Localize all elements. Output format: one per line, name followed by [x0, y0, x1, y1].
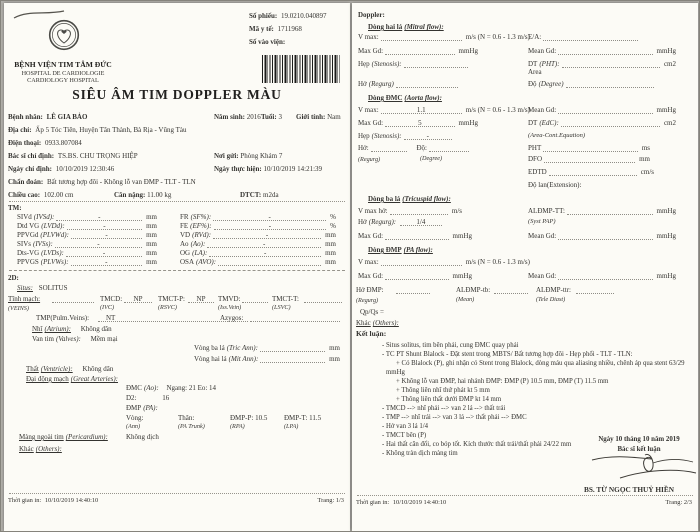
vein-tmcd-value: NP — [124, 295, 152, 303]
great-arteries-row: Đại động mạch (Great Arteries): — [26, 375, 119, 383]
patient-name-label: Bệnh nhân: — [8, 113, 43, 121]
valves-row: Van tim (Valves): Mềm mại — [32, 335, 118, 343]
aorta-edtd: EDTD cm/s — [528, 168, 654, 176]
patient-row-1 — [8, 113, 346, 121]
2d-heading: 2D: — [8, 274, 19, 282]
dmc-row: ĐMC (Ao): Ngang: 21 Eo: 14 — [126, 384, 217, 392]
field-adm-no — [249, 38, 285, 46]
ventricle-row: Thất (Ventricle): Không dãn — [26, 365, 114, 373]
aorta-stenosis: Hẹp (Stenosis): - — [358, 132, 454, 140]
field-sex: Giới tính: Nam — [296, 113, 341, 121]
pa-regurg-row: Hở ĐMP: ALĐMP-tb: ALĐMP-ttr: — [356, 286, 694, 294]
mitral-heading: Dòng hai lá (Mitral flow): — [368, 23, 444, 31]
veins-sublabels: (VEINS) (IVC) (RSVC) (Iss.Vein) (LSVC) — [8, 304, 291, 312]
vein-tmctt-label: TMCT-T: — [272, 295, 300, 303]
tm-row-fe: FE (EF%): - % — [180, 222, 336, 230]
conclusion-item: - TC PT Shunt Blalock - Đặt stent trong MBTS/ Bất tương hợp đôi - Hẹp phổi - TLT - TLN: — [382, 351, 633, 358]
aorta-dfo: DFO mm — [528, 155, 650, 163]
page-title: SIÊU ÂM TIM DOPPLER MÀU — [72, 87, 282, 102]
atrium-value: Không dãn — [80, 325, 112, 333]
tricuspid-heading: Dòng ba lá (Tricuspid flow): — [368, 195, 451, 203]
pericardium-row: Màng ngoài tim (Pericardium): Không dịch — [19, 433, 159, 441]
patient-address: Địa chỉ: Ấp 5 Tóc Tiên, Huyện Tân Thành, Bà Rịa - Vũng Tàu — [8, 126, 187, 134]
vein-tmctt-value — [304, 295, 342, 303]
patient-name: LÊ GIA BẢO — [46, 113, 88, 121]
aorta-maxgd: Max Gd: 5 mmHg — [358, 119, 478, 127]
divider — [9, 270, 345, 271]
patient-diagnosis: Chẩn đoán: Bất tương hợp đôi - Không lỗ van ĐMP - TLT - TLN — [8, 178, 196, 186]
aorta-area-eq: (Area-Cont.Equation) — [528, 132, 585, 139]
doppler-heading: Doppler: — [358, 11, 385, 19]
pericardium-value: Không dịch — [126, 433, 159, 441]
conclusion-item: - Không tràn dịch màng tim — [382, 450, 458, 457]
tricuspid-vmax: V max hở: m/s — [358, 207, 462, 215]
field-sender: Nơi gửi: Phòng Khám 7 — [214, 152, 283, 160]
tm-row-og: OG (LA): - mm — [180, 249, 336, 257]
conclusion-item: - Hai thất cân đối, co bóp tốt. Kích thước thất trái/thất phải 24/22 mm — [382, 441, 572, 448]
vein-tmctp-value: NP — [188, 295, 214, 303]
doc-no-label: Số phiếu: — [249, 12, 278, 20]
field-med-id — [249, 25, 302, 33]
pa-vmax: V max: m/s (N = 0.6 - 1.3 m/s) — [358, 258, 530, 266]
report-page-1: BỆNH VIỆN TIM TÂM ĐỨC HOSPITAL DE CARDIOLOGIE CARDIOLOGY HOSPITAL Số phiếu: 19.0210.040897 Mã y tế: 1711968 Số vào viện: SIÊU ÂM TIM DOPPLER MÀU Bệnh nhân: LÊ GIA BẢO Năm sinh: 2016 Tuổi: 3 Giới tính: Nam Địa chỉ: Ấp 5 Tóc Tiên, Huyện Tân Thành, Bà Rịa - Vũng Tàu Điện thoại: 0933.807084 Bác sĩ chỉ định: TS.BS. CHU TRỌNG HIỆP Nơi gửi: Phòng Khám 7 Ngày chỉ định: 10/10/2019 12:30:46 Ngày thực hiện: 10/10/2019 14:21:39 Chẩn đoán: Bất tương hợp đôi - Không lỗ van ĐMP - TLT - TLN Chiều cao: 102.00 cm Cân nặng: 11.00 kg DTCT: m2da TM: SIVd (IVSd): - mm FR (SF%): - % Dtd VG (LVDd): - mm FE (EF%): - % PPVGd (PLVWd): - mm VD (RVd): - mm SIVs (IVSs): - mm Ao (Ao): - mm Dts-VG (LVDs): - mm OG (LA): - mm PPVGS (PLVWs): - mm OSA (AVO): mm 2D: Situs: SOLITUS Tĩnh mạch: TMCD: NP TMCT-P: NP TMVD: TMCT-T: (VEINS) (IVC) (RSVC) (Iss.Vein) (LSVC) TMP(Pulm.Veins): NT Azygos: Nhĩ (Atrium): Không dãn Van tim (Valves): Mềm mại Vòng ba lá (Tric Ann): mm Vòng hai lá (Mit Ann): mm Thất (Ventricle): Không dãn Đại động mạch (Great Arteries): ĐMC (Ao): Ngang: 21 Eo: 14 D2: 16 ĐMP (PA): Vòng: Thân: ĐMP-P: 10.5 ĐMP-T: 11.5 (Ann) (PA Trunk) (RPA) (LPA) Màng ngoài tim (Pericardium): Không dịch Khác (Others): Thời gian in: 10/10/2019 14:40:10 Trang: 1/3 — [4, 3, 350, 531]
doctor-name: BS. TỪ NGỌC THUỶ HIỀN — [583, 485, 675, 494]
azygos-value — [250, 314, 340, 322]
conclusion-item: - Hở van 3 lá 1/4 — [382, 423, 429, 430]
patient-row-4: Bác sĩ chỉ định: TS.BS. CHU TRỌNG HIỆP Nơi gửi: Phòng Khám 7 — [8, 152, 283, 160]
hospital-name-en: CARDIOLOGY HOSPITAL — [27, 77, 99, 84]
tm-row-sivd: SIVd (IVSd): - mm — [17, 213, 157, 221]
footer-divider — [357, 495, 693, 496]
aorta-heading: Dòng ĐMC (Aorta flow): — [368, 94, 442, 102]
field-age: Tuổi: 3 — [261, 113, 282, 121]
field-situs: Situs: SOLITUS — [17, 284, 68, 292]
pa-maxgd: Max Gd: mmHg — [358, 272, 472, 280]
page-number: Trang: 1/3 — [317, 497, 344, 504]
med-id-label: Mã y tế: — [249, 25, 274, 33]
pa-meangd: Mean Gd: mmHg — [528, 272, 676, 280]
atrium-row: Nhĩ (Atrium): Không dãn — [32, 325, 112, 333]
ventricle-value: Không dãn — [82, 365, 114, 373]
hospital-name-fr: HOSPITAL DE CARDIOLOGIE — [21, 70, 105, 77]
conclusion-item: + Thông liên thất dưới ĐMP kt 14 mm — [396, 396, 502, 403]
dmp-row: ĐMP (PA): — [126, 404, 158, 412]
tricuspid-systpap: (Syst PAP) — [528, 218, 556, 225]
dmc-value: Ngang: 21 Eo: 14 — [166, 384, 217, 392]
vein-tmvd-label: TMVD: — [218, 295, 241, 303]
hospital-name: BỆNH VIỆN TIM TÂM ĐỨC — [14, 60, 112, 69]
others-row-p2: Khác (Others): — [356, 319, 399, 327]
conclusion-item: - Situs solitus, tim bên phải, cung ĐMC quay phải — [382, 342, 519, 349]
adm-no-label: Số vào viện: — [249, 38, 286, 46]
page-number: Trang: 2/3 — [665, 499, 692, 506]
conclusion-item: - TMP --> nhĩ trái --> van 3 lá --> thất phải --> ĐMC — [382, 414, 527, 421]
footer-divider — [9, 493, 345, 494]
mitral-meangd: Mean Gd: mmHg — [528, 47, 676, 55]
pa-heading: Dòng ĐMP (PA flow): — [368, 246, 433, 254]
mitral-maxgd: Max Gd: mmHg — [358, 47, 478, 55]
page-footer: Thời gian in: 10/10/2019 14:40:10 Trang: 2/3 — [356, 499, 692, 506]
med-id-value: 1711968 — [277, 25, 302, 33]
tricuspid-aldmp: ALĐMP-TT: mmHg — [528, 207, 676, 215]
mitral-degree: Độ (Degree) — [528, 80, 656, 88]
mit-ann-row: Vòng hai lá (Mit Ann): mm — [194, 355, 340, 363]
tm-heading: TM: — [8, 204, 22, 212]
mitral-regurg: Hở (Regurg) — [358, 80, 460, 88]
patient-row-7: Chiều cao: 102.00 cm Cân nặng: 11.00 kg DTCT: m2da — [8, 191, 279, 199]
tricuspid-meangd: Mean Gd: mmHg — [528, 232, 676, 240]
aorta-regurg-degree: Hở: Độ: — [358, 144, 469, 152]
aorta-meangd: Mean Gd: mmHg — [528, 106, 676, 114]
signature-date: Ngày 10 tháng 10 năm 2019 — [598, 436, 680, 443]
patient-row-5: Ngày chỉ định: 10/10/2019 12:30:46 Ngày thực hiện: 10/10/2019 14:21:39 — [8, 165, 323, 173]
barcode — [262, 55, 340, 83]
aorta-vmax: V max: 1.1 m/s (N = 0.6 - 1.3 m/s) — [358, 106, 530, 114]
d2-value: 16 — [162, 394, 170, 402]
tm-row-fr: FR (SF%): - % — [180, 213, 336, 221]
tricuspid-maxgd: Max Gd: mmHg — [358, 232, 472, 240]
vein-tmcd-label: TMCD: — [100, 295, 123, 303]
tm-row-vd: VD (RVd): - mm — [180, 231, 336, 239]
conclusion-heading: Kết luận: — [356, 329, 387, 338]
hospital-logo-heart-icon — [48, 19, 80, 51]
field-exam-date: Ngày thực hiện: 10/10/2019 14:21:39 — [214, 165, 323, 173]
vein-tmvd-value — [242, 295, 268, 303]
mitral-area-label: Area — [528, 68, 542, 76]
tricuspid-regurg: Hở (Regurg): 1/4 — [358, 218, 442, 226]
aorta-pht: PHT ms — [528, 144, 650, 152]
conclusion-item: - TMCT bên (P) — [382, 432, 427, 439]
mitral-vmax: V max: m/s (N = 0.6 - 1.3 m/s) — [358, 33, 530, 41]
mitral-dt: DT (PHT): cm2 — [528, 60, 676, 68]
divider — [9, 201, 345, 202]
veins-row: Tĩnh mạch: TMCD: NP TMCT-P: NP TMVD: TMCT-T: — [8, 295, 346, 303]
tm-row-sivs: SIVs (IVSs): - mm — [17, 240, 157, 248]
mitral-ea: E/A: — [528, 33, 640, 41]
tric-ann-row: Vòng ba lá (Tric Ann): mm — [194, 344, 340, 352]
tmp-value: NT — [98, 314, 248, 322]
conclusion-item: + Có Blalock (P), ghi nhận có Stent trong Blalock, dòng máu qua aliasing nhiều, chênh áp qua stent 63/29 mmHg — [386, 360, 685, 376]
field-doc-no — [249, 12, 326, 20]
doc-no-value: 19.0210.040897 — [280, 12, 327, 20]
tm-row-ppvgs: PPVGS (PLVWs): - mm — [17, 258, 157, 266]
d2-row: D2: 16 — [126, 394, 170, 402]
azygos-label: Azygos: — [220, 314, 244, 322]
conclusion-item: - TMCD --> nhĩ phải --> van 2 lá --> thất trái — [382, 405, 506, 412]
signature-role: Bác sĩ kết luận — [617, 446, 661, 453]
mitral-stenosis: Hẹp (Stenosis): — [358, 60, 470, 68]
tm-row-ppvgd: PPVGd (PLVWd): - mm — [17, 231, 157, 239]
pa-regurg-sublabels: (Regurg) (Mean) (Tele Diast) — [356, 296, 566, 304]
field-birth: Năm sinh: 2016 — [214, 113, 261, 121]
aorta-sublabels: (Regurg) (Degree) — [358, 155, 443, 163]
vein-tmctp-label: TMCT-P: — [158, 295, 185, 303]
field-weight: Cân nặng: 11.00 kg — [114, 191, 172, 199]
page-footer: Thời gian in: 10/10/2019 14:40:10 Trang: 1/3 — [8, 497, 344, 504]
aorta-dt: DT (EdC): cm2 — [528, 119, 676, 127]
others-row: Khác (Others): — [19, 445, 62, 453]
aorta-extension: Độ lan(Extension): — [528, 181, 582, 189]
doctor-signature — [590, 447, 700, 485]
conclusion-item: + Không lỗ van ĐMP, hai nhánh ĐMP: ĐMP (P) 10.5 mm, ĐMP (T) 11.5 mm — [396, 378, 609, 385]
conclusion-item: + Thông liên nhĩ thứ phát kt 5 mm — [396, 387, 490, 394]
field-bsa: DTCT: m2da — [240, 191, 279, 199]
tm-row-osa: OSA (AVO): mm — [180, 258, 336, 266]
valves-value: Mềm mại — [90, 335, 118, 343]
qpqs: Qp/Qs = — [360, 308, 384, 316]
patient-phone: Điện thoại: 0933.807084 — [8, 139, 82, 147]
report-page-2 — [352, 3, 698, 531]
tmp-label: TMP(Pulm.Veins): — [36, 314, 90, 322]
tm-row-dtsvg: Dts-VG (LVDs): - mm — [17, 249, 157, 257]
tm-row-dtdvg: Dtd VG (LVDd): - mm — [17, 222, 157, 230]
tm-row-ao: Ao (Ao): - mm — [180, 240, 336, 248]
